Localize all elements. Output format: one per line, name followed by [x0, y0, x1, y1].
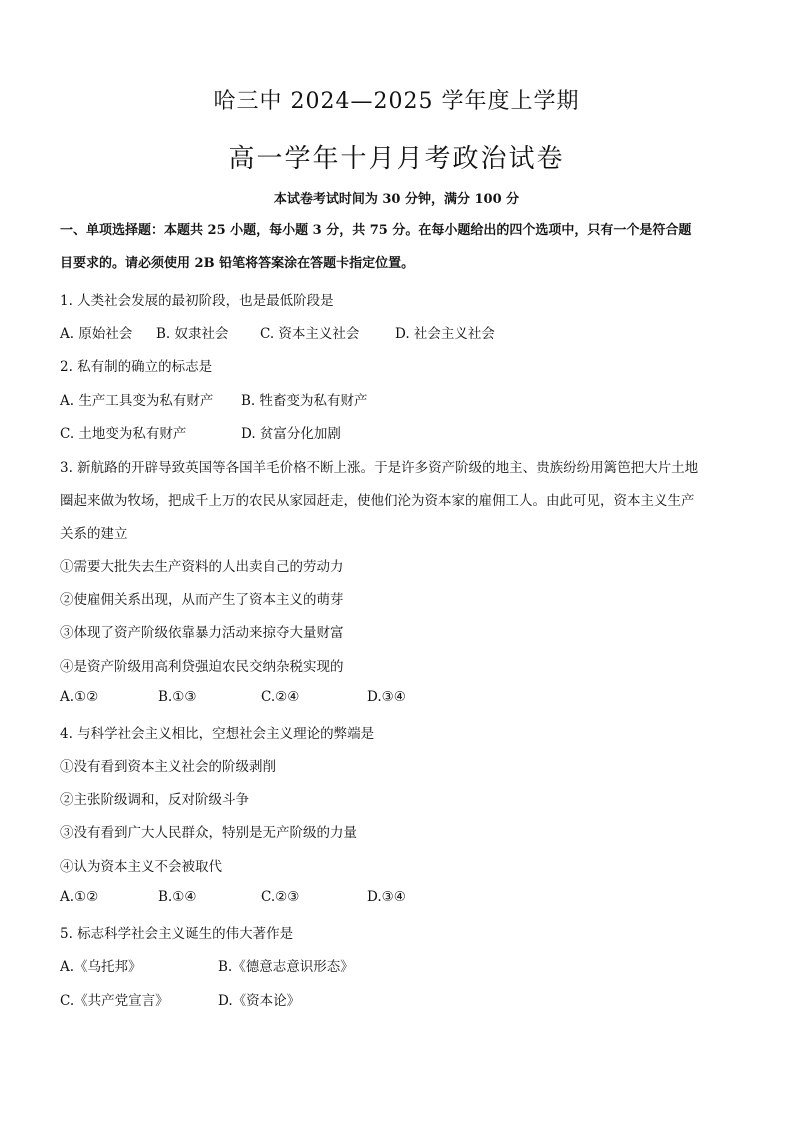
question-5-option-c: C.《共产党宣言》	[60, 993, 169, 1009]
question-1-option-d: D. 社会主义社会	[395, 326, 495, 342]
question-3-statement-4: ④是资产阶级用高利贷强迫农民交纳杂税实现的	[60, 659, 344, 675]
question-2-stem: 2. 私有制的确立的标志是	[60, 359, 213, 375]
question-2-option-d: D. 贫富分化加剧	[241, 426, 341, 442]
question-3-statement-3: ③体现了资产阶级依靠暴力活动来掠夺大量财富	[60, 625, 344, 641]
section-instruction-line1: 一、单项选择题：本题共 25 小题，每小题 3 分，共 75 分。在每小题给出的四个选项中，只有一个是符合题	[60, 223, 692, 238]
exam-info: 本试卷考试时间为 30 分钟，满分 100 分	[273, 192, 520, 207]
section-instruction	[60, 214, 740, 280]
question-2-option-b: B. 牲畜变为私有财产	[241, 393, 368, 409]
question-3-stem-line3: 关系的建立	[60, 526, 128, 542]
question-4-option-b: B.①④	[158, 889, 197, 905]
question-4-option-d: D.③④	[367, 889, 406, 905]
exam-title-main: 高一学年十月月考政治试卷	[228, 144, 565, 174]
question-5-option-b: B.《德意志意识形态》	[218, 959, 354, 975]
question-3-stem-line1: 3. 新航路的开辟导致英国等各国羊毛价格不断上涨。于是许多资产阶级的地主、贵族纷纷用篱笆把大片土地	[60, 460, 699, 476]
exam-title-school: 哈三中 2024—2025 学年度上学期	[213, 89, 580, 114]
question-3-stem-line2: 圈起来做为牧场，把成千上万的农民从家园赶走，使他们沦为资本家的雇佣工人。由此可见，资本主义生产	[60, 493, 695, 509]
question-4-stem: 4. 与科学社会主义相比，空想社会主义理论的弊端是	[60, 726, 375, 742]
question-4-statement-4: ④认为资本主义不会被取代	[60, 859, 222, 875]
question-3-option-b: B.①③	[158, 689, 197, 705]
question-1-stem: 1. 人类社会发展的最初阶段，也是最低阶段是	[60, 293, 334, 309]
question-3-option-c: C.②④	[261, 689, 300, 705]
question-5-stem: 5. 标志科学社会主义诞生的伟大著作是	[60, 926, 294, 942]
question-4-statement-3: ③没有看到广大人民群众，特别是无产阶级的力量	[60, 825, 357, 841]
question-4-statement-2: ②主张阶级调和，反对阶级斗争	[60, 792, 249, 808]
question-4-statement-1: ①没有看到资本主义社会的阶级剥削	[60, 759, 276, 775]
question-3-statement-1: ①需要大批失去生产资料的人出卖自己的劳动力	[60, 559, 344, 575]
question-2-option-a: A. 生产工具变为私有财产	[60, 393, 214, 409]
question-4-option-c: C.②③	[261, 889, 300, 905]
question-5-option-d: D.《资本论》	[218, 993, 301, 1009]
question-3-option-a: A.①②	[60, 689, 99, 705]
question-4-option-a: A.①②	[60, 889, 99, 905]
question-3-statement-2: ②使雇佣关系出现，从而产生了资本主义的萌芽	[60, 592, 344, 608]
question-3-option-d: D.③④	[367, 689, 406, 705]
question-5-option-a: A.《乌托邦》	[60, 959, 142, 975]
question-2-option-c: C. 土地变为私有财产	[60, 426, 187, 442]
question-1-option-a: A. 原始社会	[60, 326, 133, 342]
question-1-option-c: C. 资本主义社会	[260, 326, 360, 342]
question-1-option-b: B. 奴隶社会	[156, 326, 229, 342]
section-instruction-line2: 目要求的。请必须使用 2B 铅笔将答案涂在答题卡指定位置。	[60, 256, 415, 271]
